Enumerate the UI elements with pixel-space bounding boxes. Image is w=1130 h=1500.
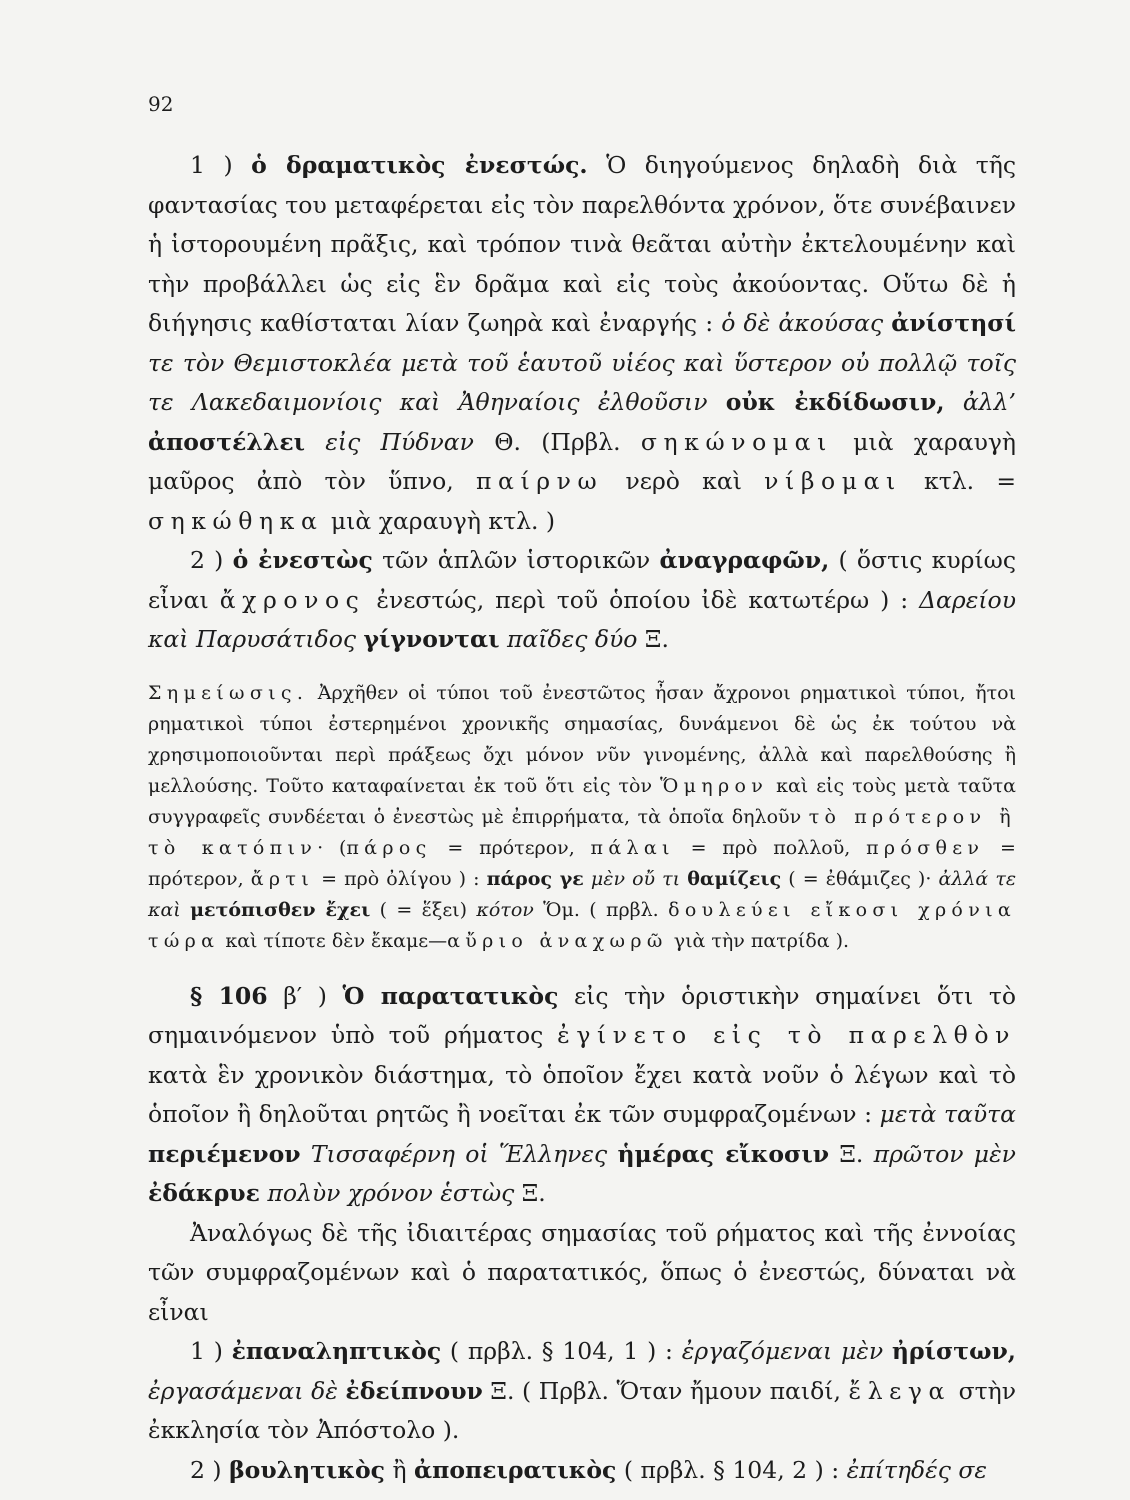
body-paragraph: 1 ) ὁ δραματικὸς ἐνεστώς. Ὁ διηγούμενος δηλαδὴ διὰ τῆς φαντασίας του μεταφέρεται εἰς τὸν παρελθόντα χρόνον, ὅτε συνέβαινεν ἡ ἱστορουμένη πρᾶξις, καὶ τρόπον τινὰ θεᾶται αὐτὴν ἐκτελουμένην καὶ τὴν προβάλλει ὡς εἰς ἓν δρᾶμα καὶ εἰς τοὺς ἀκούοντας. Οὕτω δὲ ἡ διήγησις καθίσταται λίαν ζωηρὰ καὶ ἐναργής : ὁ δὲ ἀκούσας ἀνίστησί τε τὸν Θεμιστοκλέα μετὰ τοῦ ἑαυτοῦ υἱέος καὶ ὕστερον οὐ πολλῷ τοῖς τε Λακεδαιμονίοις καὶ Ἀθηναίοις ἐλθοῦσιν οὐκ ἐκδίδωσιν, ἀλλ’ ἀποστέλλει εἰς Πύδναν Θ. (Πρβλ. σηκώνομαι μιὰ χαραυγὴ μαῦρος ἀπὸ τὸν ὕπνο, παίρνω νερὸ καὶ νίβομαι κτλ. = σηκώθηκα μιὰ χαραυγὴ κτλ. ) [148,151,1017,535]
page-number: 92 [148,92,174,116]
body-paragraph: Ἀναλόγως δὲ τῆς ἰδιαιτέρας σημασίας τοῦ ρήματος καὶ τῆς ἐννοίας τῶν συμφραζομένων καὶ ὁ παρατατικός, ὅπως ὁ ἐνεστώς, δύναται νὰ εἶναι [148,1218,1016,1326]
page-content [148,146,1016,1490]
note-paragraph: Σημείωσις. Ἀρχῆθεν οἱ τύποι τοῦ ἐνεστῶτος ἦσαν ἄχρονοι ρηματικοὶ τύποι, ἤτοι ρηματικοὶ τύποι ἐστερημένοι χρονικῆς σημασίας, δυνάμενοι δὲ ὡς ἐκ τούτου νὰ χρησιμοποιοῦνται περὶ πράξεως ὄχι μόνον νῦν γινομένης, ἀλλὰ καὶ παρελθούσης ἢ μελλούσης. Τοῦτο καταφαίνεται ἐκ τοῦ ὅτι εἰς τὸν Ὅμηρον καὶ εἰς τοὺς μετὰ ταῦτα συγγραφεῖς συνδέεται ὁ ἐνεστὼς μὲ ἐπιρρήματα, τὰ ὁποῖα δηλοῦν τὸ πρότερον ἢ τὸ κατόπιν· (πάρος = πρότερον, πάλαι = πρὸ πολλοῦ, πρόσθεν = πρότερον, ἄρτι = πρὸ ὀλίγου ) : πάρος γε μὲν οὔ τι θαμίζεις ( = ἐθάμιζες )· ἀλλά τε καὶ μετόπισθεν ἔχει ( = ἕξει) κότον Ὅμ. ( πρβλ. δουλεύει εἴκοσι χρόνια τώρα καὶ τίποτε δὲν ἔκαμε—αὔριο ἀναχωρῶ γιὰ τὴν πατρίδα ). [148,681,1017,952]
body-paragraph: § 106 β′ ) Ὁ παρατατικὸς εἰς τὴν ὁριστικὴν σημαίνει ὅτι τὸ σημαινόμενον ὑπὸ τοῦ ρήματος ἐγίνετο εἰς τὸ παρελθὸν κατὰ ἓν χρονικὸν διάστημα, τὸ ὁποῖον ἔχει κατὰ νοῦν ὁ λέγων καὶ τὸ ὁποῖον ἢ δηλοῦται ρητῶς ἢ νοεῖται ἐκ τῶν συμφραζομένων : μετὰ ταῦτα περιέμενον Τισσαφέρνη οἱ Ἕλληνες ἡμέρας εἴκοσιν Ξ. πρῶτον μὲν ἐδάκρυε πολὺν χρόνον ἑστὼς Ξ. [148,981,1016,1207]
body-paragraph: 2 ) βουλητικὸς ἢ ἀποπειρατικὸς ( πρβλ. § 104, 2 ) : ἐπίτηδές σε [190,1455,987,1484]
page [148,92,1016,1490]
body-paragraph: 1 ) ἐπαναληπτικὸς ( πρβλ. § 104, 1 ) : ἐργαζόμεναι μὲν ἠρίστων, ἐργασάμεναι δὲ ἐδείπνουν Ξ. ( Πρβλ. Ὅταν ἤμουν παιδί, ἔλεγα στὴν ἐκκλησία τὸν Ἀπόστολο ). [148,1337,1016,1444]
body-paragraph: 2 ) ὁ ἐνεστὼς τῶν ἁπλῶν ἱστορικῶν ἀναγραφῶν, ( ὅστις κυρίως εἶναι ἄχρονος ἐνεστώς, περὶ τοῦ ὁποίου ἰδὲ κατωτέρω ) : Δαρείου καὶ Παρυσάτιδος γίγνονται παῖδες δύο Ξ. [148,546,1016,653]
